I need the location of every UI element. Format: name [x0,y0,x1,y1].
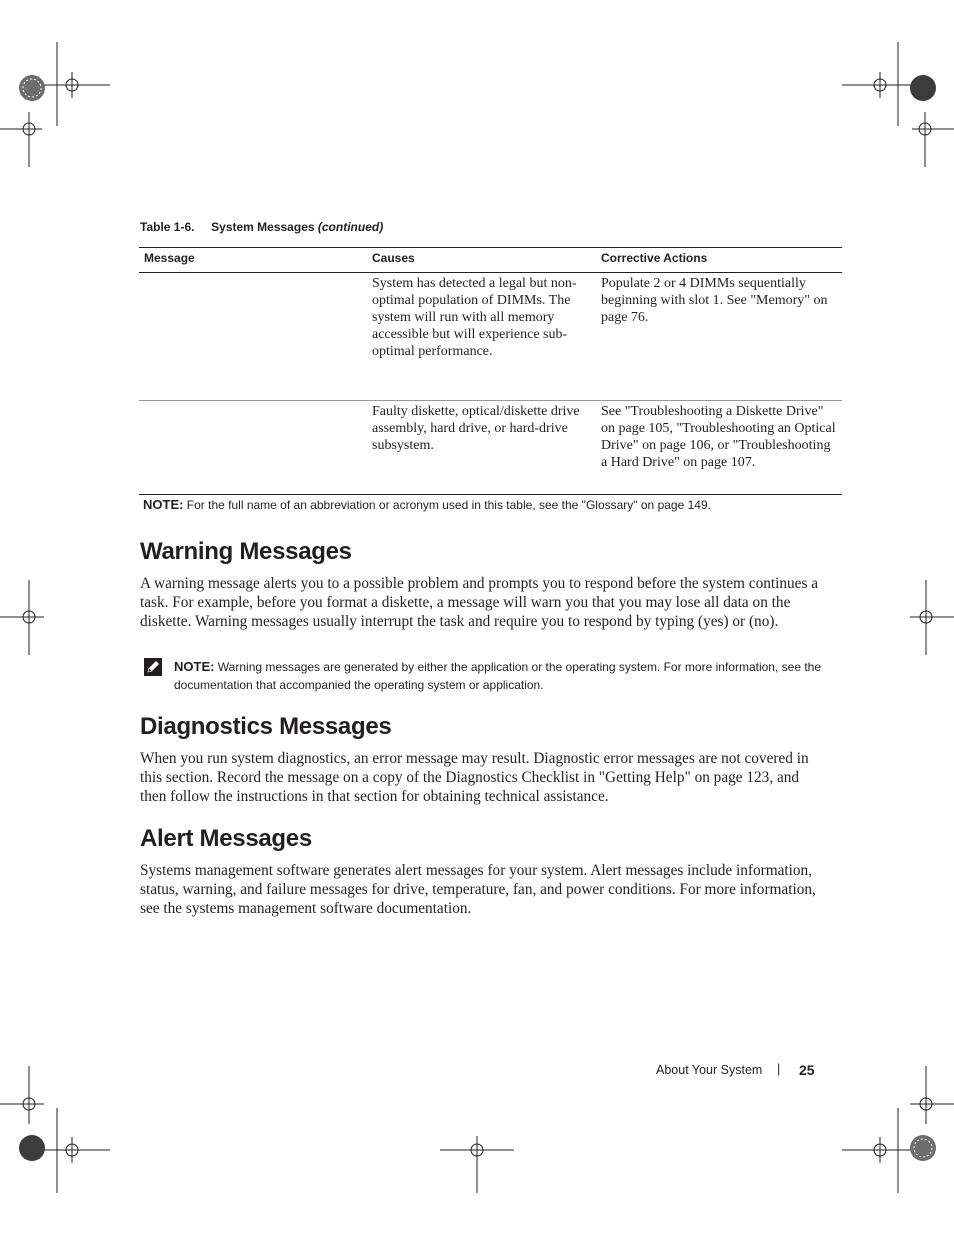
warning-note [174,658,834,694]
column-header-causes: Causes [372,251,415,265]
table-row-1-actions: Populate 2 or 4 DIMMs sequentially beginning with slot 1. See "Memory" on page 76. [601,276,828,325]
diagnostics-heading: Diagnostics Messages [140,713,392,740]
column-header-message: Message [144,251,195,265]
alert-heading: Alert Messages [140,825,312,852]
warning-note-label: NOTE: [174,659,215,674]
table-caption-title: System Messages [211,220,315,234]
pencil-icon [143,657,163,677]
column-header-actions: Corrective Actions [601,251,708,265]
table-note [143,497,843,512]
page-number: 25 [799,1062,815,1078]
warning-paragraph: A warning message alerts you to a possible problem and prompts you to respond before the system continues a task. For example, before you format a diskette, a message will warn you that you may lose all data on the diskette. Warning messages usually interrupt the task and require you to respond by typing (yes) or (no). [140,575,819,630]
warning-note-text: Warning messages are generated by either the application or the operating system. For more information, see the documentation that accompanied the operating system or application. [174,660,822,692]
table-caption [140,220,383,234]
table-top-rule [139,247,842,248]
header-rule [139,272,842,273]
warning-heading: Warning Messages [140,538,352,565]
footer-section: About Your System [656,1063,763,1077]
diagnostics-paragraph: When you run system diagnostics, an error message may result. Diagnostic error messages are not covered in this section. Record the message on a copy of the Diagnostics Checklist in "Getting Help" on page 123, and then follow the instructions in that section for obtaining technical assistance. [140,750,809,805]
row-divider [139,400,842,401]
footer-separator: | [777,1062,781,1076]
table-note-label: NOTE: [143,497,184,512]
table-row-2-causes: Faulty diskette, optical/diskette drive assembly, hard drive, or hard-drive subsystem. [372,404,580,453]
alert-paragraph: Systems management software generates alert messages for your system. Alert messages include information, status, warning, and failure messages for drive, temperature, fan, and power conditions. For more information, see the systems management software documentation. [140,862,816,917]
table-caption-suffix: (continued) [317,220,384,234]
table-bottom-rule [139,494,842,495]
table-caption-label: Table 1-6. [140,220,195,234]
table-row-1-causes: System has detected a legal but non-optimal population of DIMMs. The system will run with all memory accessible but will experience sub-optimal performance. [372,276,577,359]
table-note-text: For the full name of an abbreviation or acronym used in this table, see the "Glossary" on page 149. [186,498,711,512]
table-row-2-actions: See "Troubleshooting a Diskette Drive" on page 105, "Troubleshooting an Optical Drive" on page 106, or "Troubleshooting a Hard Drive" on page 107. [601,404,836,470]
